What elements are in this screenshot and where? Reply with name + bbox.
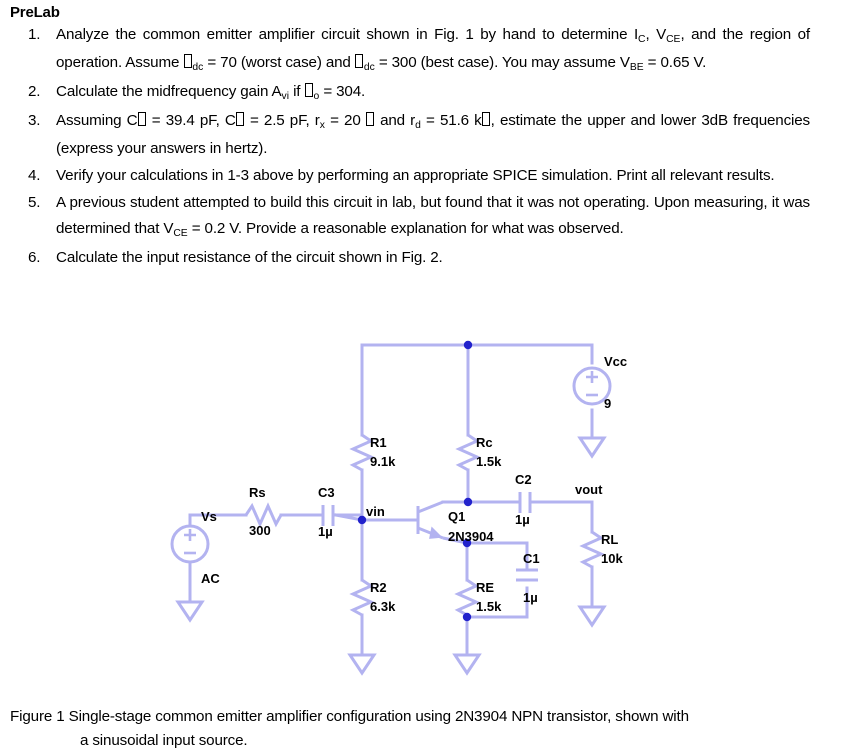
- task-item-5: [10, 190, 810, 244]
- subscript: CE: [666, 34, 681, 46]
- subscript: BE: [629, 62, 644, 74]
- label-net-vin: vin: [366, 504, 385, 519]
- missing-glyph-box: [184, 54, 192, 68]
- label-Rs-value: 300: [249, 523, 271, 538]
- label-R1-value: 9.1k: [370, 454, 396, 469]
- ground-symbols: [178, 438, 604, 673]
- subscript: o: [313, 91, 320, 103]
- subscript: dc: [192, 62, 204, 74]
- page-title: PreLab: [10, 4, 60, 21]
- missing-glyph-box: [305, 83, 313, 97]
- task-item-2: [10, 79, 810, 107]
- task-item-4: [10, 163, 810, 189]
- prelab-task-list: [10, 22, 810, 272]
- missing-glyph-box: [355, 54, 363, 68]
- label-Rc-value: 1.5k: [476, 454, 502, 469]
- task-number: 4.: [28, 167, 41, 184]
- task-item-6: [10, 245, 810, 271]
- label-C2-value: 1µ: [515, 512, 530, 527]
- task-text: Calculate the midfrequency gain $A_{vi}$ if $_o$ = 304.: [56, 83, 366, 103]
- label-Q1-value: 2N3904: [448, 529, 494, 544]
- task-text: A previous student attempted to build this circuit in lab, but found that it was not operating. Upon measuring, it was determined that $V_{CE} = 0.2$ V. Provide a reasonable explanation for what was observed.: [56, 194, 810, 240]
- missing-glyph-box: [138, 112, 146, 126]
- label-C1-value: 1µ: [523, 590, 538, 605]
- label-RL-name: RL: [601, 532, 619, 547]
- missing-glyph-box: [366, 112, 374, 126]
- task-text: Verify your calculations in 1-3 above by performing an appropriate SPICE simulation. Print all relevant results.: [56, 167, 775, 184]
- label-RE-name: RE: [476, 580, 495, 595]
- missing-glyph-box: [236, 112, 244, 126]
- subscript: d: [415, 120, 421, 132]
- task-item-1: [10, 22, 810, 78]
- task-item-3: [10, 108, 810, 162]
- label-R1-name: R1: [370, 435, 387, 450]
- subscript: x: [319, 120, 325, 132]
- label-C2-name: C2: [515, 472, 532, 487]
- task-number: 6.: [28, 249, 41, 266]
- label-C3-name: C3: [318, 485, 335, 500]
- label-RE-value: 1.5k: [476, 599, 502, 614]
- label-R2-value: 6.3k: [370, 599, 396, 614]
- figure-caption: [10, 705, 810, 753]
- resistor-symbols: [246, 435, 601, 615]
- label-RL-value: 10k: [601, 551, 623, 566]
- label-Vs-name: Vs: [201, 509, 217, 524]
- label-Vcc-name: Vcc: [604, 354, 628, 369]
- label-Vs-value: AC: [201, 571, 220, 586]
- subscript: vi: [281, 91, 290, 103]
- label-C3-value: 1µ: [318, 524, 333, 539]
- subscript: C: [638, 34, 646, 46]
- subscript: CE: [173, 228, 188, 240]
- task-number: 1.: [28, 26, 41, 43]
- task-number: 3.: [28, 112, 41, 129]
- label-Rs-name: Rs: [249, 485, 266, 500]
- figure-caption-line-2: a sinusoidal input source.: [80, 732, 248, 749]
- task-number: 2.: [28, 83, 41, 100]
- missing-glyph-box: [482, 112, 490, 126]
- task-text: Calculate the input resistance of the circuit shown in Fig. 2.: [56, 249, 443, 266]
- circuit-diagram-svg: [0, 330, 860, 690]
- component-labels: [201, 354, 627, 614]
- subscript: dc: [363, 62, 375, 74]
- label-Vcc-value: 9: [604, 396, 612, 411]
- task-text: Analyze the common emitter amplifier circuit shown in Fig. 1 by hand to determine $I_C$, $V_{CE}$, and the region of operation. Assume $_{dc}$ = 70 (worst case) and $_{dc}$ = 300 (best case). You may assume $V_{BE} = 0.65$ V.: [56, 26, 810, 74]
- figure-caption-line-1: Figure 1 Single-stage common emitter amplifier configuration using 2N3904 NPN transistor, shown with: [10, 708, 689, 725]
- label-R2-name: R2: [370, 580, 387, 595]
- task-text: Assuming C = 39.4 pF, C = 2.5 pF, $r_x = 20$ and $r_d = 51.6$ k , estimate the upper and lower 3dB frequencies (express your answers in hertz).: [56, 112, 810, 157]
- label-C1-name: C1: [523, 551, 540, 566]
- figure-1-schematic: [0, 330, 860, 690]
- task-number: 5.: [28, 194, 41, 211]
- label-Rc-name: Rc: [476, 435, 493, 450]
- label-Q1-name: Q1: [448, 509, 466, 524]
- label-net-vout: vout: [575, 482, 603, 497]
